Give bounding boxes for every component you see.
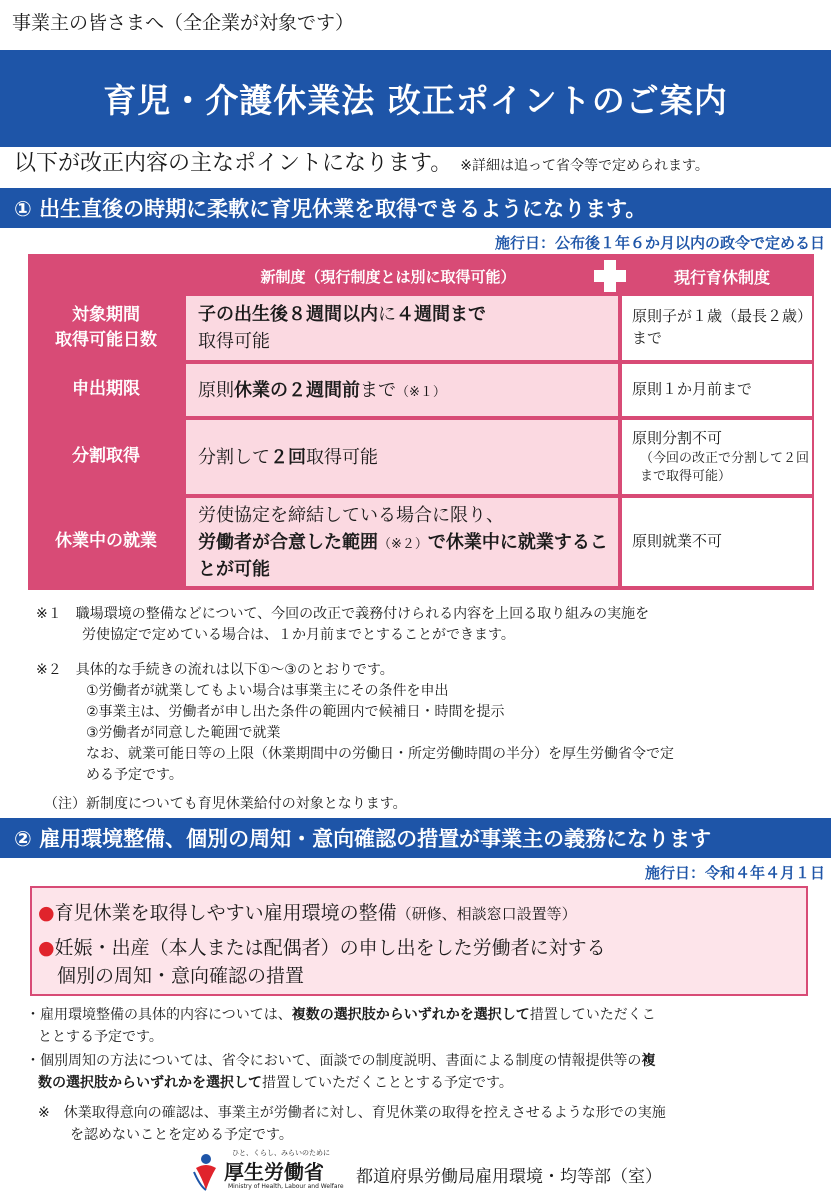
emphasis-text: 休業の２週間前 xyxy=(234,379,360,401)
footnote-step: ③労働者が同意した範囲で就業 xyxy=(86,725,281,741)
page-title: 育児・介護休業法 改正ポイントのご案内 xyxy=(103,81,728,120)
bullet-text: 個別の周知・意向確認の措置 xyxy=(57,965,305,987)
section2-note-1 xyxy=(26,1004,656,1048)
footnote-ref: （※１） xyxy=(396,384,446,400)
cell-current-deadline: 原則１か月前まで xyxy=(622,364,812,416)
row-label-deadline: 申出期限 xyxy=(72,379,140,400)
cell-current-work: 原則就業不可 xyxy=(622,498,812,586)
emphasis-text: ２回 xyxy=(270,446,306,468)
header-current-system: 現行育休制度 xyxy=(673,267,770,287)
emphasis-text: 子の出生後８週間以内 xyxy=(198,304,378,325)
footnote-step: ①労働者が就業してもよい場合は事業主にその条件を申出 xyxy=(86,683,449,699)
ministry-name-en: Ministry of Health, Labour and Welfare xyxy=(228,1183,344,1190)
plain-text: 分割して xyxy=(198,446,270,468)
bullet-text: 育児休業を取得しやすい雇用環境の整備 xyxy=(54,902,397,924)
bullet-icon: ● xyxy=(38,902,55,924)
row-label-line: 取得可能日数 xyxy=(55,330,157,350)
current-text: 原則分割不可 xyxy=(632,428,723,447)
row-label-split: 分割取得 xyxy=(72,446,140,467)
row-label-work: 休業中の就業 xyxy=(55,531,157,552)
footnote-text: 具体的な手続きの流れは以下①～③のとおりです。 xyxy=(75,662,394,678)
benefit-note: （注）新制度についても育児休業給付の対象となります。 xyxy=(44,796,407,812)
note-emphasis: 複 xyxy=(641,1053,656,1069)
current-note: （今回の改正で分割して２回まで取得可能） xyxy=(640,450,810,484)
note-text: ・雇用環境整備の具体的内容については、 xyxy=(26,1007,292,1023)
note-emphasis: 数の選択肢からいずれかを選択して xyxy=(38,1075,262,1091)
audience-label: 事業主の皆さまへ（全企業が対象です） xyxy=(12,12,355,34)
ministry-logo-icon xyxy=(190,1152,220,1192)
note-text: ととする予定です。 xyxy=(38,1029,163,1045)
footnote-2 xyxy=(36,660,674,786)
emphasis-text: ４週間まで xyxy=(396,304,486,325)
section1-title: ① 出生直後の時期に柔軟に育児休業を取得できるようになります。 xyxy=(14,197,647,221)
intro-main: 以下が改正内容の主なポイントになります。 xyxy=(14,151,453,176)
row-label-line: 対象期間 xyxy=(72,304,140,325)
ministry-tagline: ひと、くらし、みらいのために xyxy=(232,1149,330,1157)
footnote-text: 労使協定で定めている場合は、１か月前までとすることができます。 xyxy=(82,627,515,643)
note-emphasis: 複数の選択肢からいずれかを選択して xyxy=(291,1007,530,1023)
cell-new-work xyxy=(186,498,618,586)
ministry-name: 厚生労働省 xyxy=(224,1160,324,1184)
plain-text: 取得可能 xyxy=(306,446,378,468)
cell-current-split xyxy=(622,420,812,494)
note-mark: ※ xyxy=(38,1105,50,1121)
obligation-item-1 xyxy=(38,898,577,925)
footnote-mark: ※２ xyxy=(36,662,62,678)
department-name: 都道府県労働局雇用環境・均等部（室） xyxy=(356,1167,662,1187)
footnote-ref: （※２） xyxy=(378,536,428,552)
footnote-1 xyxy=(36,604,649,646)
footnote-text: める予定です。 xyxy=(86,767,183,783)
footnote-text: 職場環境の整備などについて、今回の改正で義務付けられる内容を上回る取り組みの実施を xyxy=(75,606,650,622)
bullet-icon: ● xyxy=(38,937,55,959)
plain-text: 原則 xyxy=(198,379,234,401)
cell-new-deadline xyxy=(186,364,618,416)
note-text: 措置していただくこ xyxy=(529,1007,656,1023)
plain-text: まで xyxy=(360,379,396,401)
footnote-mark: ※１ xyxy=(36,606,62,622)
cell-new-period xyxy=(186,296,618,360)
section2-note-2 xyxy=(26,1050,655,1094)
plain-text: 労使協定を締結している場合に限り、 xyxy=(198,504,504,526)
intro-note: ※詳細は追って省令等で定められます。 xyxy=(460,158,709,174)
plain-text: に xyxy=(378,304,396,325)
footnote-step: ②事業主は、労働者が申し出た条件の範囲内で候補日・時間を提示 xyxy=(86,704,505,720)
footnote-text: なお、就業可能日等の上限（休業期間中の労働日・所定労働時間の半分）を厚生労働省令で定 xyxy=(86,746,674,762)
cell-current-period: 原則子が１歳（最長２歳）まで xyxy=(622,296,812,360)
row-label-period xyxy=(28,296,184,360)
note-text: ・個別周知の方法については、省令において、面談での制度説明、書面による制度の情報提供等の xyxy=(26,1053,642,1069)
obligation-item-2 xyxy=(38,934,606,990)
cell-new-split xyxy=(186,420,618,494)
emphasis-text: 労働者が合意した範囲 xyxy=(198,531,378,553)
bullet-note: （研修、相談窓口設置等） xyxy=(396,905,577,923)
note-text: を認めないことを定める予定です。 xyxy=(70,1127,293,1143)
section2-note-3 xyxy=(38,1102,666,1146)
note-text: 休業取得意向の確認は、事業主が労働者に対し、育児休業の取得を控えさせるような形での実施 xyxy=(63,1105,666,1121)
intro-text xyxy=(14,146,709,177)
section2-effective-date: 施行日：令和４年４月１日 xyxy=(644,864,825,882)
section1-effective-date: 施行日：公布後１年６か月以内の政令で定める日 xyxy=(494,234,825,252)
header-new-system: 新制度（現行制度とは別に取得可能） xyxy=(260,267,516,286)
bullet-text: 妊娠・出産（本人または配偶者）の申し出をした労働者に対する xyxy=(54,937,606,959)
plus-icon xyxy=(592,258,628,294)
emphasis-text: で休業中に就業することが可能 xyxy=(198,531,608,580)
plain-text: 取得可能 xyxy=(198,331,270,352)
section2-title: ② 雇用環境整備、個別の周知・意向確認の措置が事業主の義務になります xyxy=(14,827,712,851)
note-text: 措置していただくこととする予定です。 xyxy=(262,1075,513,1091)
